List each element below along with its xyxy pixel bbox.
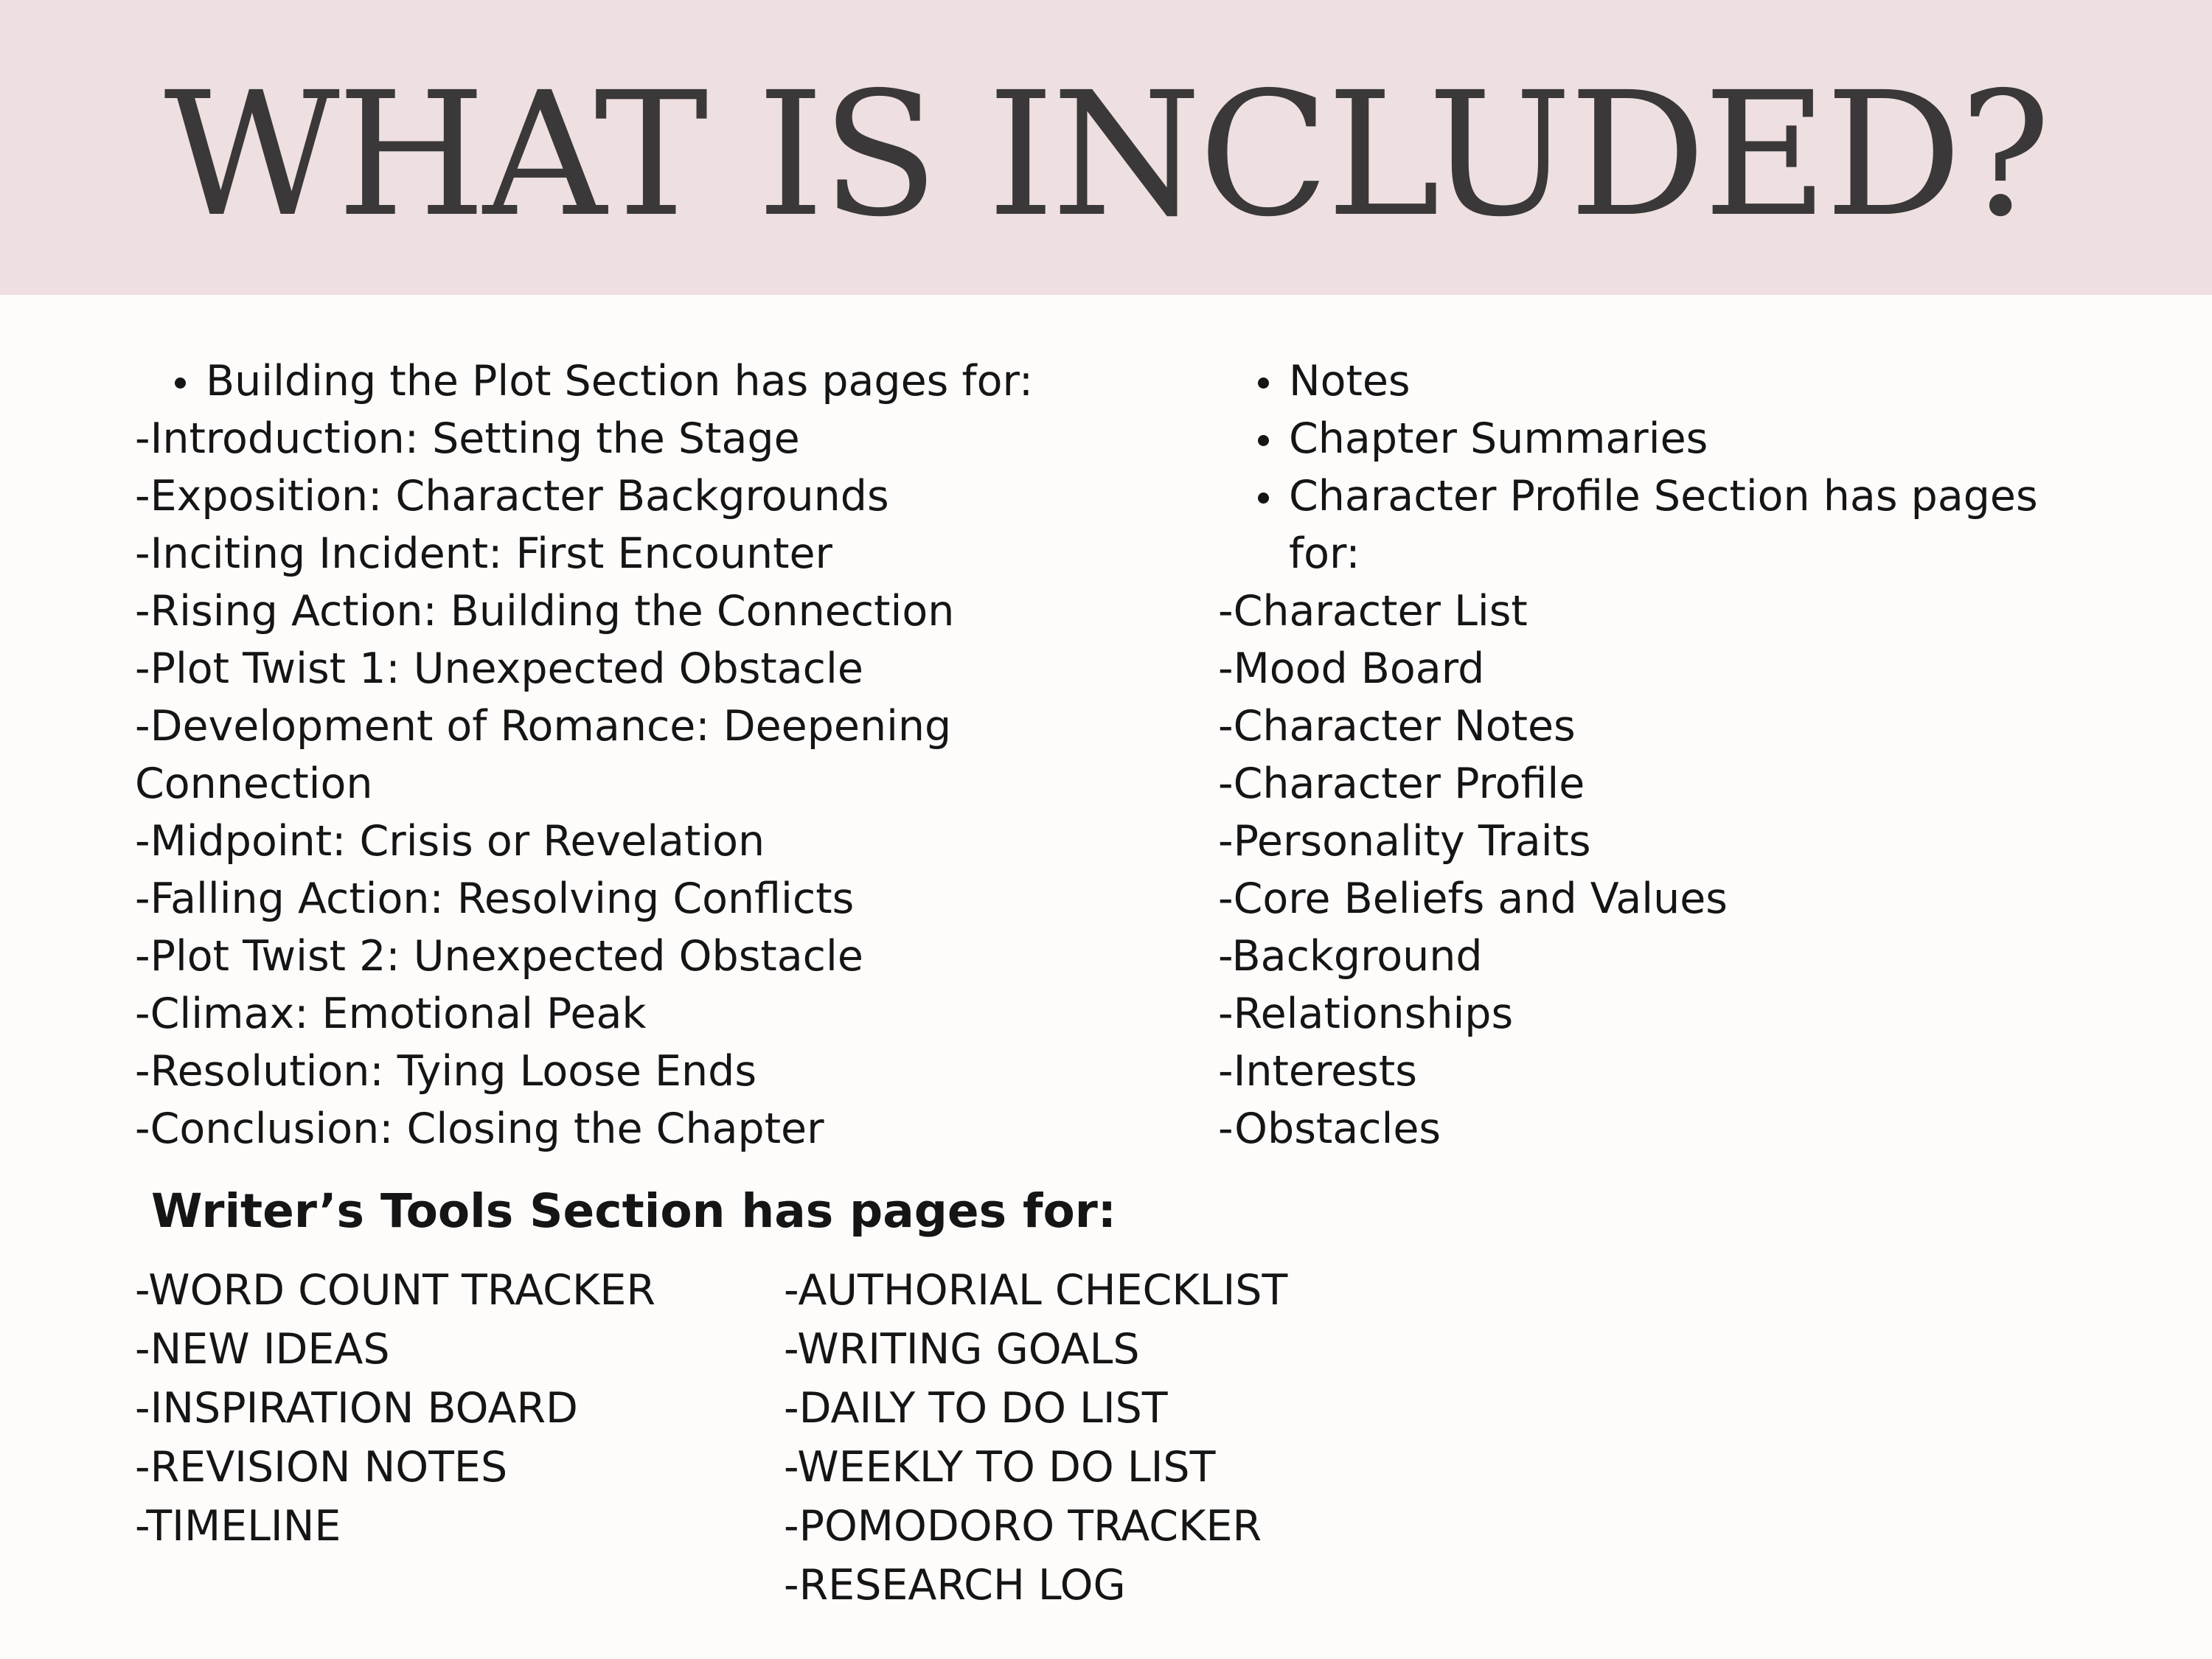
plot-item: -Climax: Emotional Peak	[135, 990, 647, 1038]
character-item: -Personality Traits	[1218, 817, 1591, 866]
tool-item: -POMODORO TRACKER	[784, 1502, 1262, 1551]
bullet-icon	[1258, 493, 1269, 504]
tool-item: -DAILY TO DO LIST	[784, 1384, 1168, 1433]
tools-section-heading: Writer’s Tools Section has pages for:	[151, 1184, 1117, 1238]
plot-item: -Inciting Incident: First Encounter	[135, 529, 832, 578]
plot-section-heading: Building the Plot Section has pages for:	[206, 357, 1034, 406]
tools-list-left	[135, 1261, 655, 1556]
bullet-icon	[1258, 378, 1269, 389]
character-item: -Interests	[1218, 1047, 1417, 1096]
character-item: -Background	[1218, 932, 1483, 981]
bullet-item-notes	[1218, 352, 1728, 410]
plot-item: Connection	[135, 759, 373, 808]
page-title: WHAT IS INCLUDED?	[164, 55, 2048, 254]
character-item: -Character Profile	[1218, 759, 1585, 808]
tool-item: -NEW IDEAS	[135, 1325, 390, 1374]
plot-item: -Development of Romance: Deepening	[135, 702, 952, 751]
plot-item: -Exposition: Character Backgrounds	[135, 472, 889, 521]
tools-list-right	[784, 1261, 1287, 1615]
character-item: -Character Notes	[1218, 702, 1576, 751]
character-section	[1218, 352, 2038, 1158]
bullet-label: Notes	[1289, 357, 1411, 406]
tool-item: -AUTHORIAL CHECKLIST	[784, 1266, 1288, 1315]
plot-section-heading-item	[135, 352, 1034, 410]
plot-item: -Midpoint: Crisis or Revelation	[135, 817, 765, 866]
character-item: -Core Beliefs and Values	[1218, 874, 1728, 923]
character-item: -Relationships	[1218, 990, 1514, 1038]
bullet-label: Chapter Summaries	[1289, 414, 1708, 463]
tool-item: -RESEARCH LOG	[784, 1561, 1126, 1610]
plot-item: -Rising Action: Building the Connection	[135, 587, 955, 636]
character-item: -Obstacles	[1218, 1105, 1441, 1153]
bullet-icon	[1258, 435, 1269, 446]
plot-item: -Falling Action: Resolving Conflicts	[135, 874, 855, 923]
character-item: -Mood Board	[1218, 644, 1485, 693]
bullet-continuation: for:	[1289, 529, 1360, 578]
plot-item: -Plot Twist 1: Unexpected Obstacle	[135, 644, 863, 693]
bullet-icon	[175, 378, 186, 389]
bullet-item-character-profile	[1218, 467, 2038, 525]
plot-item: -Conclusion: Closing the Chapter	[135, 1105, 824, 1153]
character-item: -Character List	[1218, 587, 1528, 636]
plot-item: -Resolution: Tying Loose Ends	[135, 1047, 757, 1096]
bullet-label: Character Profile Section has pages	[1289, 472, 2038, 521]
tool-item: -REVISION NOTES	[135, 1443, 508, 1492]
tool-item: -INSPIRATION BOARD	[135, 1384, 578, 1433]
plot-item: -Introduction: Setting the Stage	[135, 414, 800, 463]
tool-item: -WEEKLY TO DO LIST	[784, 1443, 1216, 1492]
plot-item: -Plot Twist 2: Unexpected Obstacle	[135, 932, 863, 981]
plot-section	[135, 352, 1034, 1158]
tool-item: -TIMELINE	[135, 1502, 341, 1551]
tool-item: -WRITING GOALS	[784, 1325, 1140, 1374]
tool-item: -WORD COUNT TRACKER	[135, 1266, 655, 1315]
bullet-item-chapter-summaries	[1218, 410, 1728, 467]
